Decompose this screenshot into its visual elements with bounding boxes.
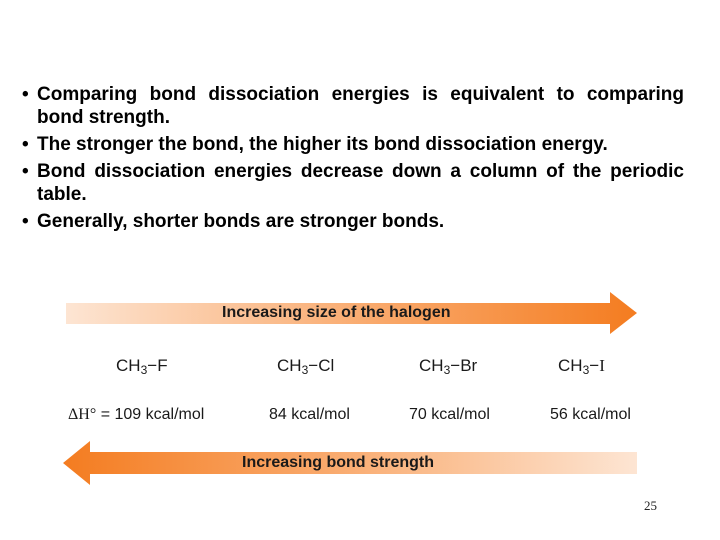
energy-ch3cl: 84 kcal/mol — [269, 406, 350, 423]
bullet-dot: • — [22, 84, 29, 105]
bond-dash: − — [147, 356, 158, 375]
bond-dash: − — [450, 356, 461, 375]
halogen-symbol: Br — [460, 356, 478, 375]
equals-sign: = — [96, 406, 115, 423]
bullet-dot: • — [22, 161, 29, 182]
molecule-subscript: 3 — [301, 363, 309, 377]
bond-dash: − — [589, 356, 600, 375]
bullet-dot: • — [22, 134, 29, 155]
enthalpy-symbol: ΔH° — [68, 406, 97, 423]
molecule-prefix: CH — [558, 356, 583, 375]
energy-value: 109 kcal/mol — [114, 406, 205, 423]
page-number: 25 — [644, 498, 657, 513]
energy-ch3f — [68, 406, 204, 424]
bullet-text: Bond dissociation energies decrease down a column of the periodic table. — [37, 161, 684, 205]
halogen-symbol: Cl — [318, 356, 335, 375]
molecule-ch3br — [419, 356, 477, 377]
molecule-subscript: 3 — [443, 363, 451, 377]
halogen-symbol: I — [599, 356, 605, 375]
bond-dash: − — [308, 356, 319, 375]
energy-ch3i: 56 kcal/mol — [550, 406, 631, 423]
bullet-text: The stronger the bond, the higher its bond dissociation energy. — [37, 134, 608, 155]
molecule-prefix: CH — [419, 356, 444, 375]
molecule-subscript: 3 — [582, 363, 590, 377]
energy-ch3br: 70 kcal/mol — [409, 406, 490, 423]
halogen-symbol: F — [157, 356, 168, 375]
molecule-ch3cl — [277, 356, 334, 377]
molecule-ch3i — [558, 356, 605, 377]
molecule-subscript: 3 — [140, 363, 148, 377]
bullet-text: Comparing bond dissociation energies is equivalent to comparing bond strength. — [37, 84, 684, 128]
bottom-arrow-label: Increasing bond strength — [242, 454, 435, 471]
molecule-prefix: CH — [116, 356, 141, 375]
top-arrow-label: Increasing size of the halogen — [222, 304, 451, 321]
molecule-ch3f — [116, 356, 168, 377]
bullet-dot: • — [22, 211, 29, 232]
bullet-text: Generally, shorter bonds are stronger bonds. — [37, 211, 445, 232]
molecule-prefix: CH — [277, 356, 302, 375]
